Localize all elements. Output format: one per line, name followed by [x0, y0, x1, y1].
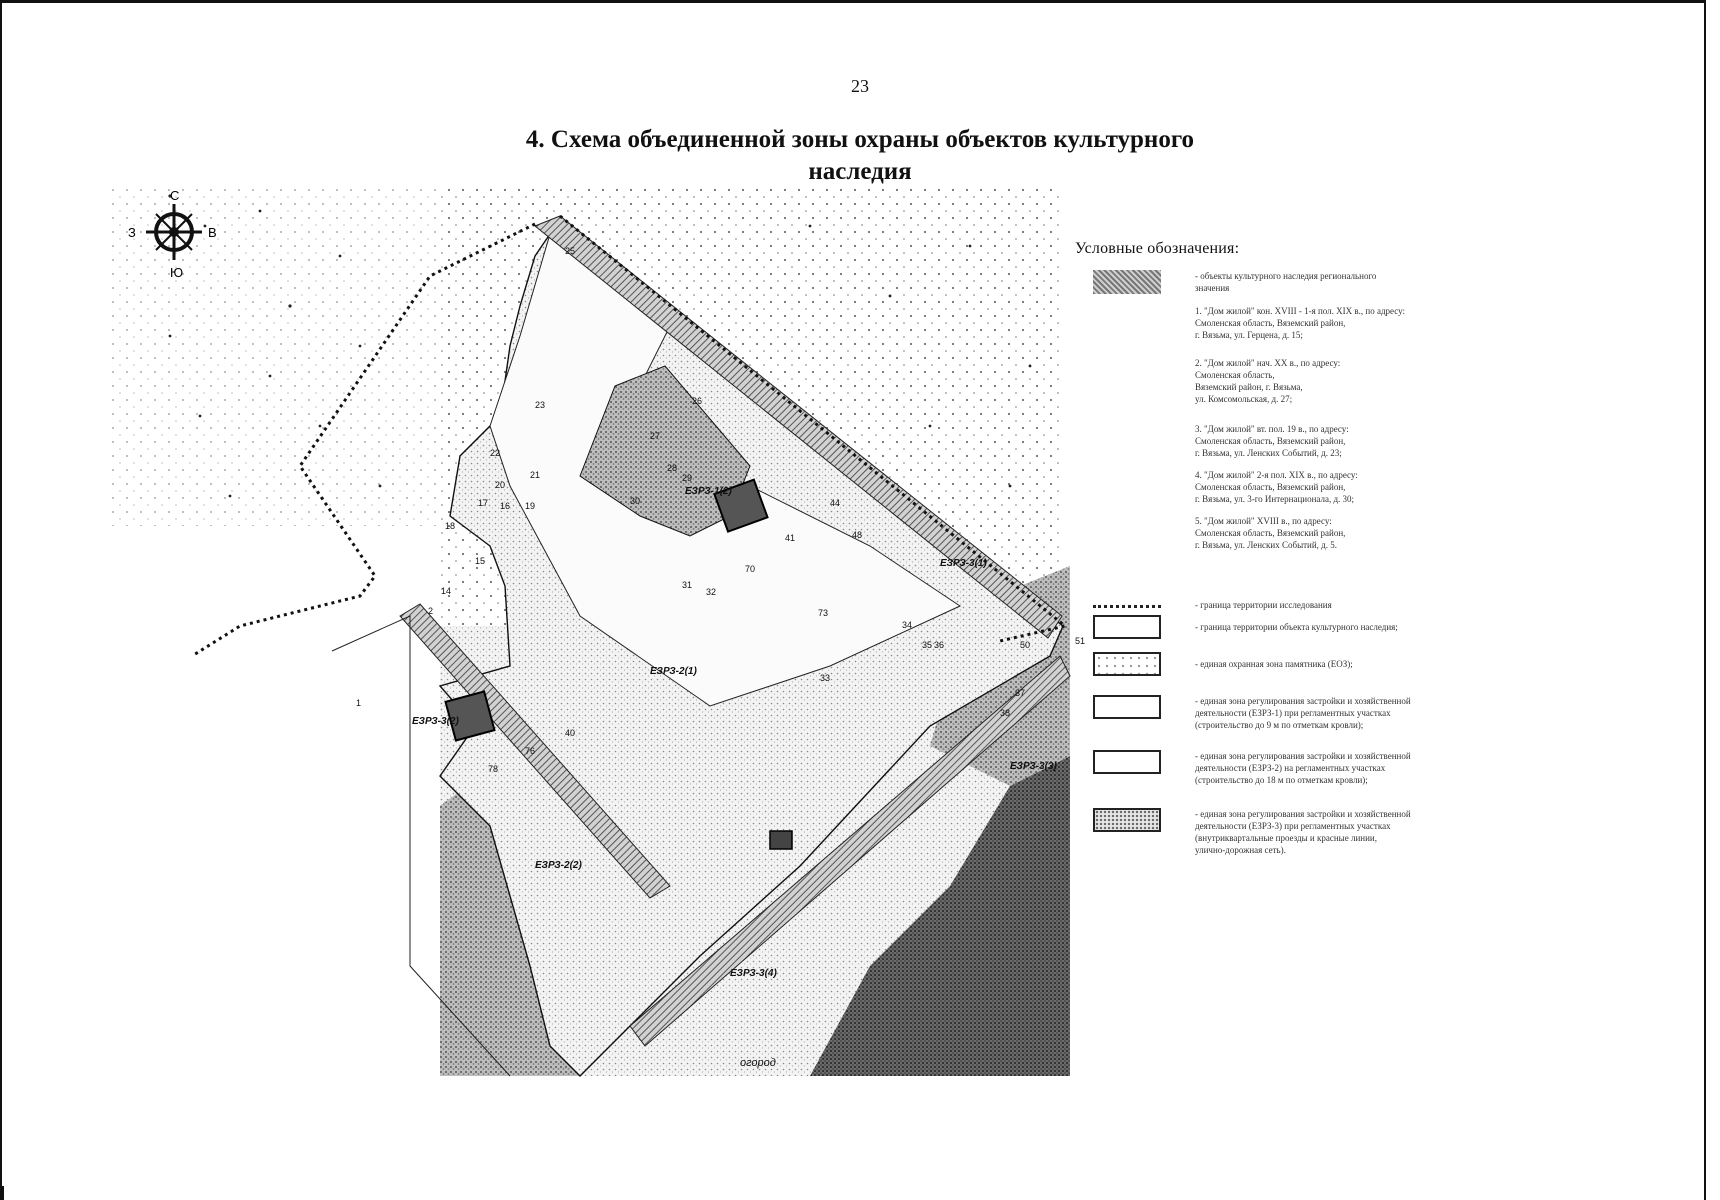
- point-number: 51: [1075, 636, 1086, 646]
- zone-label-ezrz-3-2: ЕЗРЗ-3(2): [412, 716, 459, 727]
- page-title: [430, 124, 1290, 188]
- legend-swatch-ezrz-3: [1093, 808, 1161, 832]
- legend-line: - граница территории объекта культурного наследия;: [1195, 622, 1398, 632]
- zone-map: [110, 186, 1086, 1076]
- point-number: 31: [682, 580, 693, 590]
- page-title-line-1: 4. Схема объединенной зоны охраны объектов культурного: [525, 126, 1195, 153]
- zone-map-svg: [110, 186, 1086, 1076]
- legend-text-eoz: [1195, 658, 1495, 670]
- legend-swatch-ezrz-1: [1093, 695, 1161, 719]
- legend-line: Смоленская область, Вяземский район,: [1195, 528, 1346, 538]
- point-number: 30: [630, 496, 641, 506]
- legend-line: деятельности (ЕЗРЗ-3) при регламентных участках: [1195, 821, 1391, 831]
- legend-line: Смоленская область, Вяземский район,: [1195, 436, 1346, 446]
- legend-line: Смоленская область, Вяземский район,: [1195, 482, 1346, 492]
- legend-swatch-eoz: [1093, 652, 1161, 676]
- legend-line: (строительство до 18 м по отметкам кровли);: [1195, 775, 1368, 785]
- legend-line: деятельности (ЕЗРЗ-2) на регламентных участках: [1195, 763, 1386, 773]
- legend-line: - единая зона регулирования застройки и хозяйственной: [1195, 696, 1411, 706]
- heritage-object: [770, 831, 792, 849]
- point-number: 21: [530, 470, 541, 480]
- zone-label-ezrz-3-3: ЕЗРЗ-3(3): [1010, 761, 1057, 772]
- legend-text-heritage: [1195, 270, 1495, 294]
- legend-line: значения: [1195, 283, 1230, 293]
- point-number: 26: [692, 396, 703, 406]
- point-number: 70: [745, 564, 756, 574]
- zone-label-ezrz-3-4: ЕЗРЗ-3(4): [730, 968, 777, 979]
- zone-label-ezrz-2-2: ЕЗРЗ-2(2): [535, 860, 582, 871]
- legend-text-research-boundary: [1195, 599, 1495, 611]
- legend-object-5: [1195, 515, 1495, 551]
- compass-east-label: В: [208, 225, 217, 240]
- point-number: 22: [490, 448, 501, 458]
- legend-line: 4. "Дом жилой" 2-я пол. XIX в., по адресу:: [1195, 470, 1358, 480]
- point-number: 41: [785, 533, 796, 543]
- legend-line: - объекты культурного наследия регионального: [1195, 271, 1377, 281]
- legend-line: - граница территории исследования: [1195, 600, 1332, 610]
- legend-line: (внутриквартальные проезды и красные линии,: [1195, 833, 1377, 843]
- point-number: 29: [682, 473, 693, 483]
- point-number: 37: [1015, 688, 1026, 698]
- legend-line: 1. "Дом жилой" кон. XVIII - 1-я пол. XIX в., по адресу:: [1195, 306, 1406, 316]
- point-number: 35: [922, 640, 933, 650]
- point-number: 48: [852, 530, 863, 540]
- zone-label-ezrz-2-1: ЕЗРЗ-2(1): [650, 666, 697, 677]
- point-number: 15: [475, 556, 486, 566]
- scan-frame-mark: [0, 1186, 4, 1200]
- legend-swatch-ezrz-2: [1093, 750, 1161, 774]
- legend-text-ezrz-2: [1195, 750, 1495, 786]
- legend-object-4: [1195, 469, 1495, 505]
- point-number: 34: [902, 620, 913, 630]
- page-number: 23: [851, 76, 869, 96]
- point-number: 27: [650, 431, 661, 441]
- legend-line: - единая охранная зона памятника (ЕОЗ);: [1195, 659, 1353, 669]
- map-base-left: [110, 186, 440, 526]
- legend-object-3: [1195, 423, 1495, 459]
- point-number: 32: [706, 587, 717, 597]
- point-number: 36: [934, 640, 945, 650]
- point-number: 23: [535, 400, 546, 410]
- point-number: 76: [525, 746, 536, 756]
- legend-text-heritage-territory: [1195, 621, 1495, 633]
- compass-north-label: С: [170, 188, 180, 203]
- page-title-line-2: наследия: [808, 158, 912, 185]
- legend-line: деятельности (ЕЗРЗ-1) при регламентных участках: [1195, 708, 1391, 718]
- legend-object-2: [1195, 357, 1495, 405]
- zone-label-ezrz-1-2: ЕЗРЗ-1(2): [685, 486, 732, 497]
- legend-object-1: [1195, 305, 1495, 341]
- point-number: 14: [441, 586, 452, 596]
- legend-line: г. Вязьма, ул. Ленских Событий, д. 5.: [1195, 540, 1338, 550]
- legend-swatch-heritage: [1093, 270, 1161, 294]
- point-number: 20: [495, 480, 506, 490]
- point-number: 33: [820, 673, 831, 683]
- legend-line: г. Вязьма, ул. Ленских Событий, д. 23;: [1195, 448, 1342, 458]
- compass-west-label: З: [128, 225, 136, 240]
- legend-line: г. Вязьма, ул. 3-го Интернационала, д. 30;: [1195, 494, 1355, 504]
- point-number: 17: [478, 498, 489, 508]
- legend-line: 5. "Дом жилой" XVIII в., по адресу:: [1195, 516, 1332, 526]
- point-number: 40: [565, 728, 576, 738]
- point-number: 73: [818, 608, 829, 618]
- legend-line: - единая зона регулирования застройки и хозяйственной: [1195, 809, 1411, 819]
- legend-swatch-dotted: [1093, 605, 1161, 608]
- point-number: 1: [356, 698, 362, 708]
- compass-south-label: Ю: [170, 265, 184, 280]
- zone-label-ezrz-3-1: ЕЗРЗ-3(1): [940, 558, 987, 569]
- point-number: 78: [488, 764, 499, 774]
- point-number: 2: [428, 606, 434, 616]
- legend-line: Вяземский район, г. Вязьма,: [1195, 382, 1303, 392]
- legend-text-ezrz-3: [1195, 808, 1495, 856]
- point-number: 19: [525, 501, 536, 511]
- legend-heading: Условные обозначения:: [1075, 240, 1240, 257]
- point-number: 25: [565, 246, 576, 256]
- legend-swatch-territory: [1093, 615, 1161, 639]
- point-number: 50: [1020, 640, 1031, 650]
- legend-line: Смоленская область, Вяземский район,: [1195, 318, 1346, 328]
- scan-frame-left: [0, 0, 2, 1200]
- point-number: 38: [1000, 708, 1011, 718]
- legend-line: Смоленская область,: [1195, 370, 1275, 380]
- point-number: 44: [830, 498, 841, 508]
- legend-text-ezrz-1: [1195, 695, 1495, 731]
- legend-line: улично-дорожная сеть).: [1195, 845, 1286, 855]
- point-number: 16: [500, 501, 511, 511]
- scan-frame-right: [1704, 0, 1706, 1200]
- legend-line: 3. "Дом жилой" вт. пол. 19 в., по адресу:: [1195, 424, 1349, 434]
- scan-frame-top: [0, 0, 1706, 3]
- point-number: 18: [445, 521, 456, 531]
- point-number: 28: [667, 463, 678, 473]
- legend-line: 2. "Дом жилой" нач. XX в., по адресу:: [1195, 358, 1341, 368]
- legend-line: (строительство до 9 м по отметкам кровли);: [1195, 720, 1364, 730]
- legend-line: ул. Комсомольская, д. 27;: [1195, 394, 1293, 404]
- legend-line: - единая зона регулирования застройки и хозяйственной: [1195, 751, 1411, 761]
- legend-line: г. Вязьма, ул. Герцена, д. 15;: [1195, 330, 1303, 340]
- place-label-ogorod: огород: [740, 1057, 776, 1069]
